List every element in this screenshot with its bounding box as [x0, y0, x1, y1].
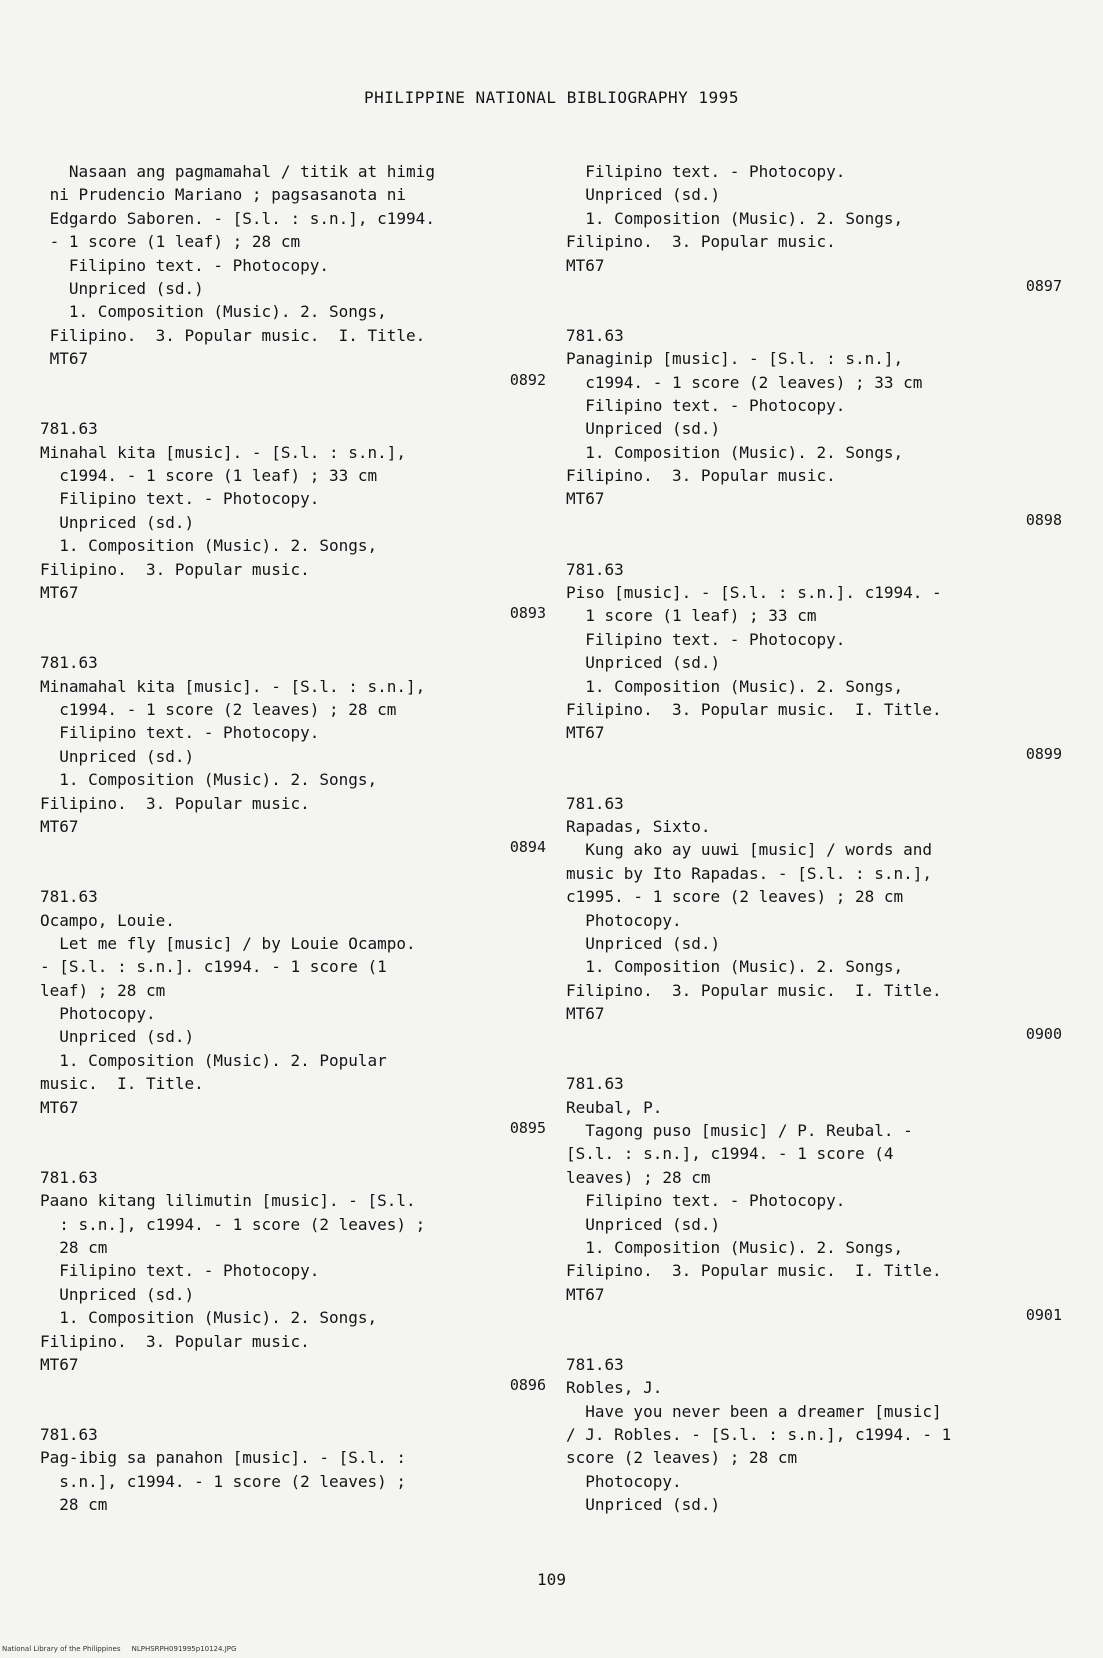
entry-line: 781.63 — [566, 1354, 624, 1374]
entry-line: leaf) ; 28 cm — [40, 980, 166, 1000]
entry-line: Photocopy. — [566, 1471, 682, 1491]
entry-line: 781.63 — [40, 653, 98, 673]
entry-line: music. I. Title. — [40, 1074, 204, 1094]
entry-number: 0899 — [1025, 744, 1062, 763]
entry-line: Robles, J. — [566, 1378, 663, 1398]
entry-line: Unpriced (sd.) — [40, 512, 195, 532]
bibliography-entry — [40, 1423, 550, 1517]
entry-number: 0896 — [509, 1376, 546, 1395]
bibliography-entry — [566, 792, 1066, 1026]
entry-line: Filipino. 3. Popular music. — [566, 466, 836, 486]
entry-line: Filipino text. - Photocopy. — [566, 395, 846, 415]
entry-line: 1. Composition (Music). 2. Songs, — [40, 770, 378, 790]
entry-line: Ocampo, Louie. — [40, 910, 175, 930]
entry-line: music by Ito Rapadas. - [S.l. : s.n.], — [566, 863, 933, 883]
entry-spacer — [40, 628, 550, 651]
entry-line: c1994. - 1 score (2 leaves) ; 33 cm — [566, 372, 923, 392]
entry-line: 781.63 — [566, 559, 624, 579]
entry-line: 28 cm — [40, 1237, 108, 1257]
bibliography-entry — [566, 1353, 1066, 1517]
entry-spacer — [40, 1142, 550, 1165]
entry-line: MT67 — [566, 489, 605, 509]
scan-footer: National Library of the Philippines NLPHSRPH091995p10124.JPG — [2, 1645, 237, 1653]
entry-line: Kung ako ay uuwi [music] / words and — [566, 840, 933, 860]
entry-line: Filipino. 3. Popular music. I. Title. — [40, 325, 426, 345]
entry-number: 0900 — [1025, 1025, 1062, 1044]
entry-line: Reubal, P. — [566, 1097, 663, 1117]
entry-line: Edgardo Saboren. - [S.l. : s.n.], c1994. — [40, 208, 435, 228]
entry-line: 1. Composition (Music). 2. Popular — [40, 1050, 387, 1070]
entry-line: Tagong puso [music] / P. Reubal. - — [566, 1121, 913, 1141]
entry-line: Let me fly [music] / by Louie Ocampo. — [40, 933, 416, 953]
entry-line: Filipino text. - Photocopy. — [40, 1261, 320, 1281]
entry-spacer — [40, 1400, 550, 1423]
entry-line: Panaginip [music]. - [S.l. : s.n.], — [566, 349, 904, 369]
page-number: 109 — [537, 1570, 566, 1589]
entry-spacer — [566, 534, 1066, 557]
entry-spacer — [40, 862, 550, 885]
entry-line: 1. Composition (Music). 2. Songs, — [566, 676, 904, 696]
entry-line: Pag-ibig sa panahon [music]. - [S.l. : — [40, 1448, 407, 1468]
entry-line: Filipino. 3. Popular music. — [40, 559, 310, 579]
page-header: PHILIPPINE NATIONAL BIBLIOGRAPHY 1995 — [364, 88, 739, 107]
entry-line: 781.63 — [40, 419, 98, 439]
entry-line: 781.63 — [566, 793, 624, 813]
entry-spacer — [566, 1330, 1066, 1353]
entry-line: c1994. - 1 score (2 leaves) ; 28 cm — [40, 699, 397, 719]
entry-line: leaves) ; 28 cm — [566, 1167, 711, 1187]
entry-line: Unpriced (sd.) — [40, 278, 204, 298]
entry-line: Unpriced (sd.) — [566, 1495, 721, 1515]
entry-line: Minahal kita [music]. - [S.l. : s.n.], — [40, 442, 407, 462]
entry-line: - [S.l. : s.n.]. c1994. - 1 score (1 — [40, 957, 387, 977]
bibliography-entry — [40, 651, 550, 838]
entry-line: [S.l. : s.n.], c1994. - 1 score (4 — [566, 1144, 894, 1164]
entry-line: s.n.], c1994. - 1 score (2 leaves) ; — [40, 1471, 407, 1491]
entry-line: Filipino text. - Photocopy. — [40, 255, 329, 275]
entry-line: MT67 — [40, 816, 79, 836]
entry-spacer — [566, 768, 1066, 791]
entry-line: Unpriced (sd.) — [40, 1284, 195, 1304]
entry-line: / J. Robles. - [S.l. : s.n.], c1994. - 1 — [566, 1425, 952, 1445]
entry-line: MT67 — [566, 1284, 605, 1304]
entry-line: Unpriced (sd.) — [566, 419, 721, 439]
entry-line: 28 cm — [40, 1495, 108, 1515]
entry-line: 1. Composition (Music). 2. Songs, — [40, 536, 378, 556]
entry-line: : s.n.], c1994. - 1 score (2 leaves) ; — [40, 1214, 426, 1234]
entry-line: c1994. - 1 score (1 leaf) ; 33 cm — [40, 466, 378, 486]
entry-line: 1. Composition (Music). 2. Songs, — [566, 208, 904, 228]
entry-line: 781.63 — [40, 1425, 98, 1445]
entry-line: c1995. - 1 score (2 leaves) ; 28 cm — [566, 887, 904, 907]
bibliography-entry — [566, 558, 1066, 745]
entry-line: Filipino text. - Photocopy. — [566, 162, 846, 181]
entry-spacer — [40, 394, 550, 417]
entry-line: Minamahal kita [music]. - [S.l. : s.n.], — [40, 676, 426, 696]
entry-line: MT67 — [40, 349, 89, 369]
bibliography-entry — [40, 885, 550, 1119]
entry-number: 0897 — [1025, 276, 1062, 295]
entry-line: Unpriced (sd.) — [566, 653, 721, 673]
entry-line: MT67 — [566, 1004, 605, 1024]
entry-line: Photocopy. — [566, 910, 682, 930]
entry-number: 0894 — [509, 838, 546, 857]
entry-line: Paano kitang lilimutin [music]. - [S.l. — [40, 1191, 416, 1211]
entry-line: 1. Composition (Music). 2. Songs, — [566, 957, 904, 977]
right-column — [566, 160, 1066, 1517]
entry-line: Unpriced (sd.) — [40, 1027, 195, 1047]
entry-line: 1. Composition (Music). 2. Songs, — [40, 302, 387, 322]
entry-line: - 1 score (1 leaf) ; 28 cm — [40, 232, 301, 252]
entry-line: MT67 — [566, 723, 605, 743]
entry-line: 781.63 — [566, 325, 624, 345]
entry-number: 0893 — [509, 604, 546, 623]
entry-line: 1. Composition (Music). 2. Songs, — [40, 1308, 378, 1328]
entry-spacer — [566, 1049, 1066, 1072]
entry-line: Filipino. 3. Popular music. I. Title. — [566, 699, 942, 719]
entry-line: Piso [music]. - [S.l. : s.n.]. c1994. - — [566, 583, 942, 603]
bibliography-entry — [40, 1166, 550, 1377]
entry-line: MT67 — [40, 1354, 79, 1374]
entry-line: Filipino text. - Photocopy. — [40, 489, 320, 509]
entry-number: 0895 — [509, 1119, 546, 1138]
entry-line: 781.63 — [40, 887, 98, 907]
entry-line: Filipino text. - Photocopy. — [566, 1191, 846, 1211]
entry-line: Filipino text. - Photocopy. — [40, 723, 320, 743]
entry-line: MT67 — [40, 1097, 79, 1117]
entry-line: Filipino. 3. Popular music. — [40, 1331, 310, 1351]
bibliography-entry — [566, 324, 1066, 511]
bibliography-entry — [40, 417, 550, 604]
entry-line: 781.63 — [40, 1167, 98, 1187]
entry-line: 781.63 — [566, 1074, 624, 1094]
bibliography-entry — [40, 160, 550, 371]
entry-line: Rapadas, Sixto. — [566, 816, 711, 836]
entry-number: 0901 — [1025, 1306, 1062, 1325]
entry-line: Unpriced (sd.) — [566, 1214, 721, 1234]
entry-line: score (2 leaves) ; 28 cm — [566, 1448, 798, 1468]
entry-line: Unpriced (sd.) — [40, 746, 195, 766]
entry-line: 1. Composition (Music). 2. Songs, — [566, 1237, 904, 1257]
entry-line: MT67 — [566, 255, 605, 275]
entry-line: Filipino. 3. Popular music. — [40, 793, 310, 813]
bibliography-entry — [566, 160, 1066, 277]
entry-line: Filipino. 3. Popular music. — [566, 232, 836, 252]
entry-line: Filipino. 3. Popular music. I. Title. — [566, 1261, 942, 1281]
entry-line: ni Prudencio Mariano ; pagsasanota ni — [40, 185, 407, 205]
entry-line: 1. Composition (Music). 2. Songs, — [566, 442, 904, 462]
entry-line: Filipino. 3. Popular music. I. Title. — [566, 980, 942, 1000]
left-column — [40, 160, 550, 1517]
entry-number: 0898 — [1025, 510, 1062, 529]
entry-spacer — [566, 300, 1066, 323]
entry-line: MT67 — [40, 583, 79, 603]
entry-line: Nasaan ang pagmamahal / titik at himig — [40, 162, 435, 181]
entry-line: Unpriced (sd.) — [566, 933, 721, 953]
entry-number: 0892 — [509, 370, 546, 389]
entry-line: Photocopy. — [40, 1004, 156, 1024]
entry-line: 1 score (1 leaf) ; 33 cm — [566, 606, 817, 626]
bibliography-entry — [566, 1072, 1066, 1306]
entry-line: Have you never been a dreamer [music] — [566, 1401, 942, 1421]
entry-line: Filipino text. - Photocopy. — [566, 629, 846, 649]
entry-line: Unpriced (sd.) — [566, 185, 721, 205]
